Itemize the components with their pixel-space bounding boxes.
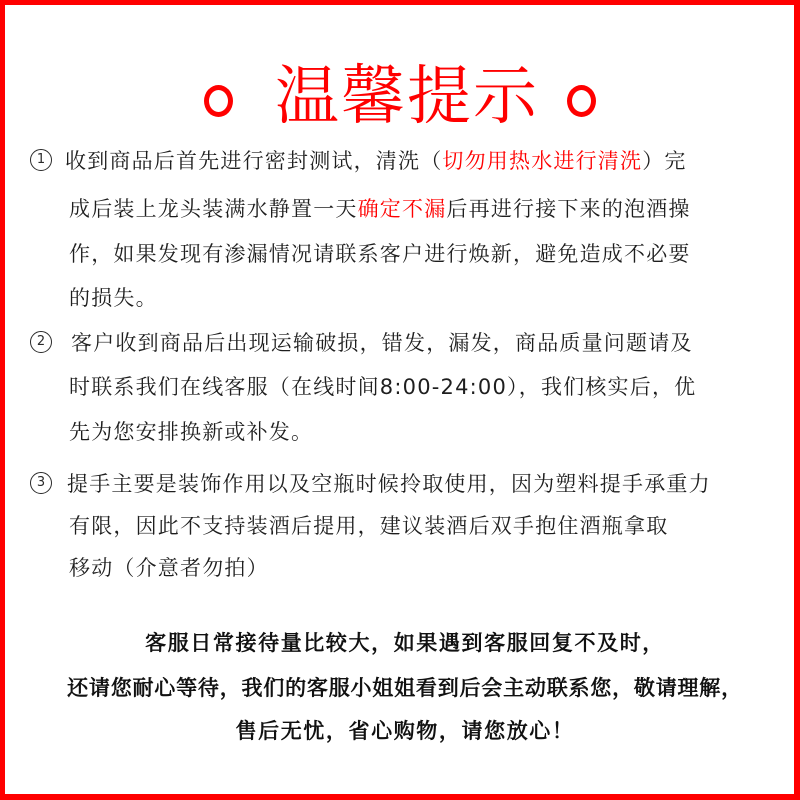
notice-2-line-1: 客户收到商品后出现运输破损，错发，漏发，商品质量问题请及	[71, 331, 693, 355]
notice-text: ）完	[642, 149, 687, 173]
notice-text: 成后装上龙头装满水静置一天	[69, 197, 358, 221]
notice-highlight: 切勿用热水进行清洗	[442, 149, 643, 173]
ring-dot-icon	[204, 85, 233, 117]
footer-line-2: 还请您耐心等待，我们的客服小姐姐看到后会主动联系您，敬请理解，	[67, 676, 743, 700]
notice-text: 收到商品后首先进行密封测试，清洗（	[65, 149, 443, 173]
ring-dot-icon	[567, 85, 596, 117]
notice-2-line-2: 时联系我们在线客服（在线时间8:00-24:00），我们核实后，优	[69, 375, 697, 399]
notice-1-line-4: 的损失。	[69, 286, 158, 310]
notice-1-line-2	[69, 196, 691, 222]
circled-number-3-icon: 3	[30, 472, 52, 494]
notice-2-line-3: 先为您安排换新或补发。	[69, 420, 314, 444]
notice-1-line-3: 作，如果发现有渗漏情况请联系客户进行焕新，避免造成不必要	[69, 242, 691, 266]
notice-3-line-1: 提手主要是装饰作用以及空瓶时候拎取使用，因为塑料提手承重力	[67, 472, 711, 496]
notice-3-line-2: 有限，因此不支持装酒后提用，建议装酒后双手抱住酒瓶拿取	[69, 514, 669, 538]
circled-number-1-icon: 1	[30, 149, 52, 171]
page-title: 温馨提示	[275, 60, 539, 134]
notice-3-line-3: 移动（介意者勿拍）	[69, 556, 269, 580]
circled-number-2-icon: 2	[30, 331, 52, 353]
title-row	[5, 57, 800, 137]
footer-line-3: 售后无忧，省心购物，请您放心！	[235, 719, 575, 743]
notice-text: 后再进行接下来的泡酒操	[446, 197, 691, 221]
notice-1-line-1	[65, 148, 687, 174]
footer-line-1: 客服日常接待量比较大，如果遇到客服回复不及时，	[145, 631, 665, 655]
notice-highlight: 确定不漏	[357, 197, 447, 221]
